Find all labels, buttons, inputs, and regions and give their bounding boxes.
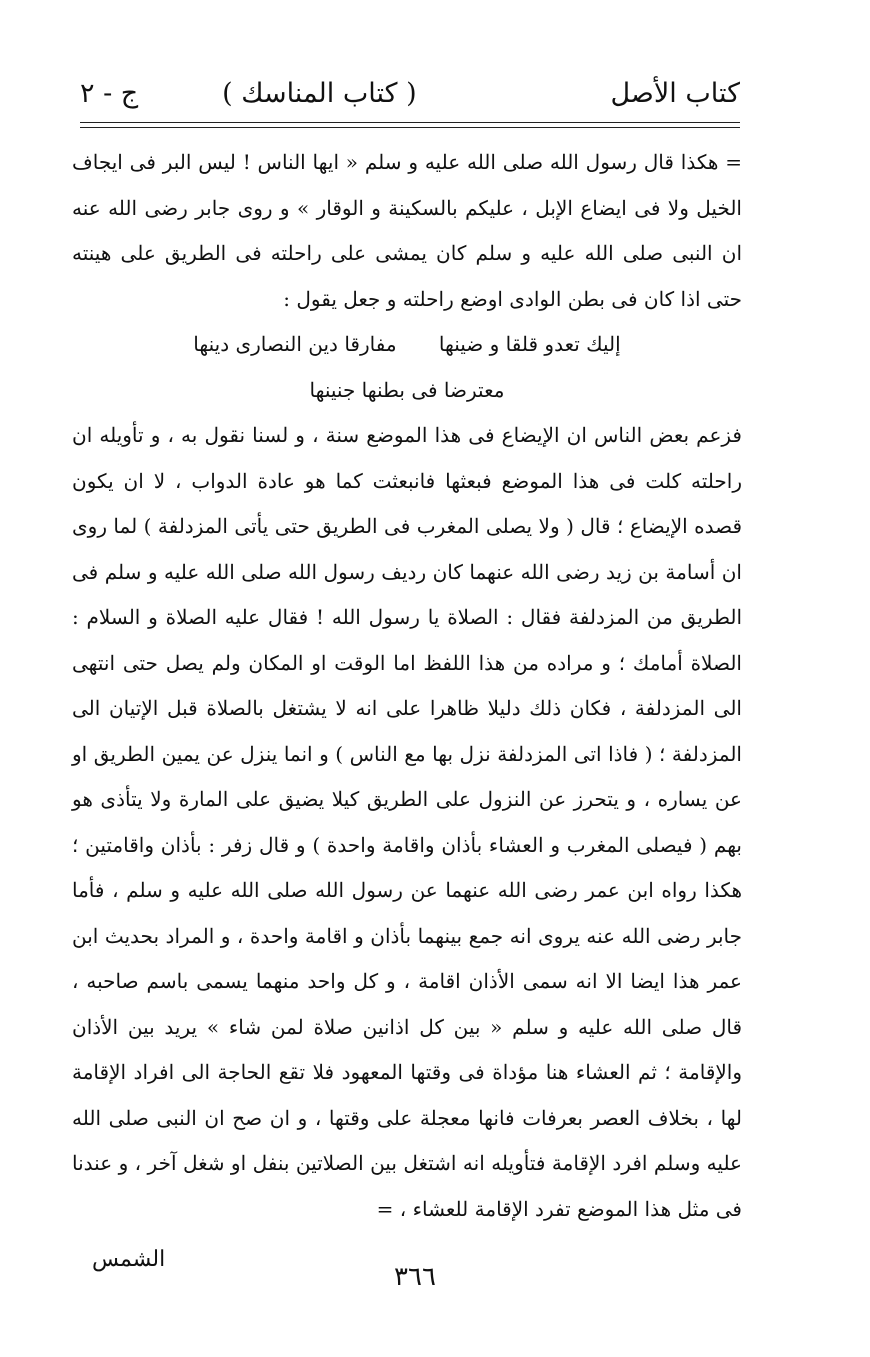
footer-signature-word: الشمس bbox=[92, 1247, 166, 1272]
verse-hemistich: إليك تعدو قلقا و ضينها bbox=[438, 332, 621, 356]
paragraph: = هكذا قال رسول الله صلى الله عليه و سلم « ايها الناس ! ليس البر فى ايجاف الخيل ولا فى ايضاع الإبل ، عليكم بالسكينة و الوقار » و روى جابر رضى الله عنه ان النبى صلى الله عليه و سلم كان يمشى على راحلته فى الطريق على هينته حتى اذا كان فى بطن الوادى اوضع راحلته و جعل يقول : bbox=[72, 150, 742, 311]
paragraph: فزعم بعض الناس ان الإيضاع فى هذا الموضع سنة ، و لسنا نقول به ، و تأويله ان راحلته كلت فى هذا الموضع فبعثها فانبعثت كما هو عادة الدواب ، لا ان يكون قصده الإيضاع ؛ قال ( ولا يصلى المغرب فى الطريق حتى يأتى المزدلفة ) لما روى ان أسامة بن زيد رضى الله عنهما كان رديف رسول الله صلى الله عليه و سلم فى الطريق من المزدلفة فقال : الصلاة يا رسول الله ! فقال عليه الصلاة و السلام : الصلاة أمامك ؛ و مراده من هذا اللفظ اما الوقت او المكان ولم يصل حتى انتهى الى المزدلفة ، فكان ذلك دليلا ظاهرا على انه لا يشتغل بالصلاة قبل الإتيان الى المزدلفة ؛ ( فاذا اتى المزدلفة نزل بها مع الناس ) و انما ينزل عن يمين الطريق او عن يساره ، و يتحرز عن النزول على الطريق كيلا يضيق على المارة ولا يتأذى هو بهم ( فيصلى المغرب و العشاء بأذان واقامة واحدة ) و قال زفر : بأذان واقامتين ؛ هكذا رواه ابن عمر رضى الله عنهما عن رسول الله صلى الله عليه و سلم ، فأما جابر رضى الله عنه يروى انه جمع بينهما بأذان و اقامة واحدة ، و المراد بحديث ابن عمر هذا ايضا الا انه سمى الأذان اقامة ، و كل واحد منهما يسمى باسم صاحبه ، قال صلى الله عليه و سلم « بين كل اذانين صلاة لمن شاء » يريد بين الأذان والإقامة ؛ ثم العشاء هنا مؤداة فى وقتها المعهود فلا تقع الحاجة الى افراد الإقامة لها ، بخلاف العصر بعرفات فانها معجلة على وقتها ، و ان صح ان النبى صلى الله عليه وسلم افرد الإقامة فتأويله انه اشتغل بين الصلاتين بنفل او شغل آخر ، و عندنا فى مثل هذا الموضع تفرد الإقامة للعشاء ، = bbox=[72, 423, 742, 1221]
running-header bbox=[80, 68, 740, 118]
header-section-title: ( كتاب المناسك ) bbox=[222, 77, 417, 109]
verse-line-1 bbox=[72, 322, 742, 368]
header-rule-top bbox=[80, 122, 740, 123]
main-text bbox=[72, 140, 742, 1232]
verse-hemistich: مفارقا دين النصارى دينها bbox=[193, 332, 397, 356]
header-rule-bottom bbox=[80, 127, 740, 128]
header-volume: ج - ٢ bbox=[80, 77, 139, 109]
page-number: ٣٦٦ bbox=[394, 1262, 436, 1292]
header-book-name: كتاب الأصل bbox=[610, 77, 740, 109]
verse-line-2: معترضا فى بطنها جنينها bbox=[309, 377, 505, 402]
